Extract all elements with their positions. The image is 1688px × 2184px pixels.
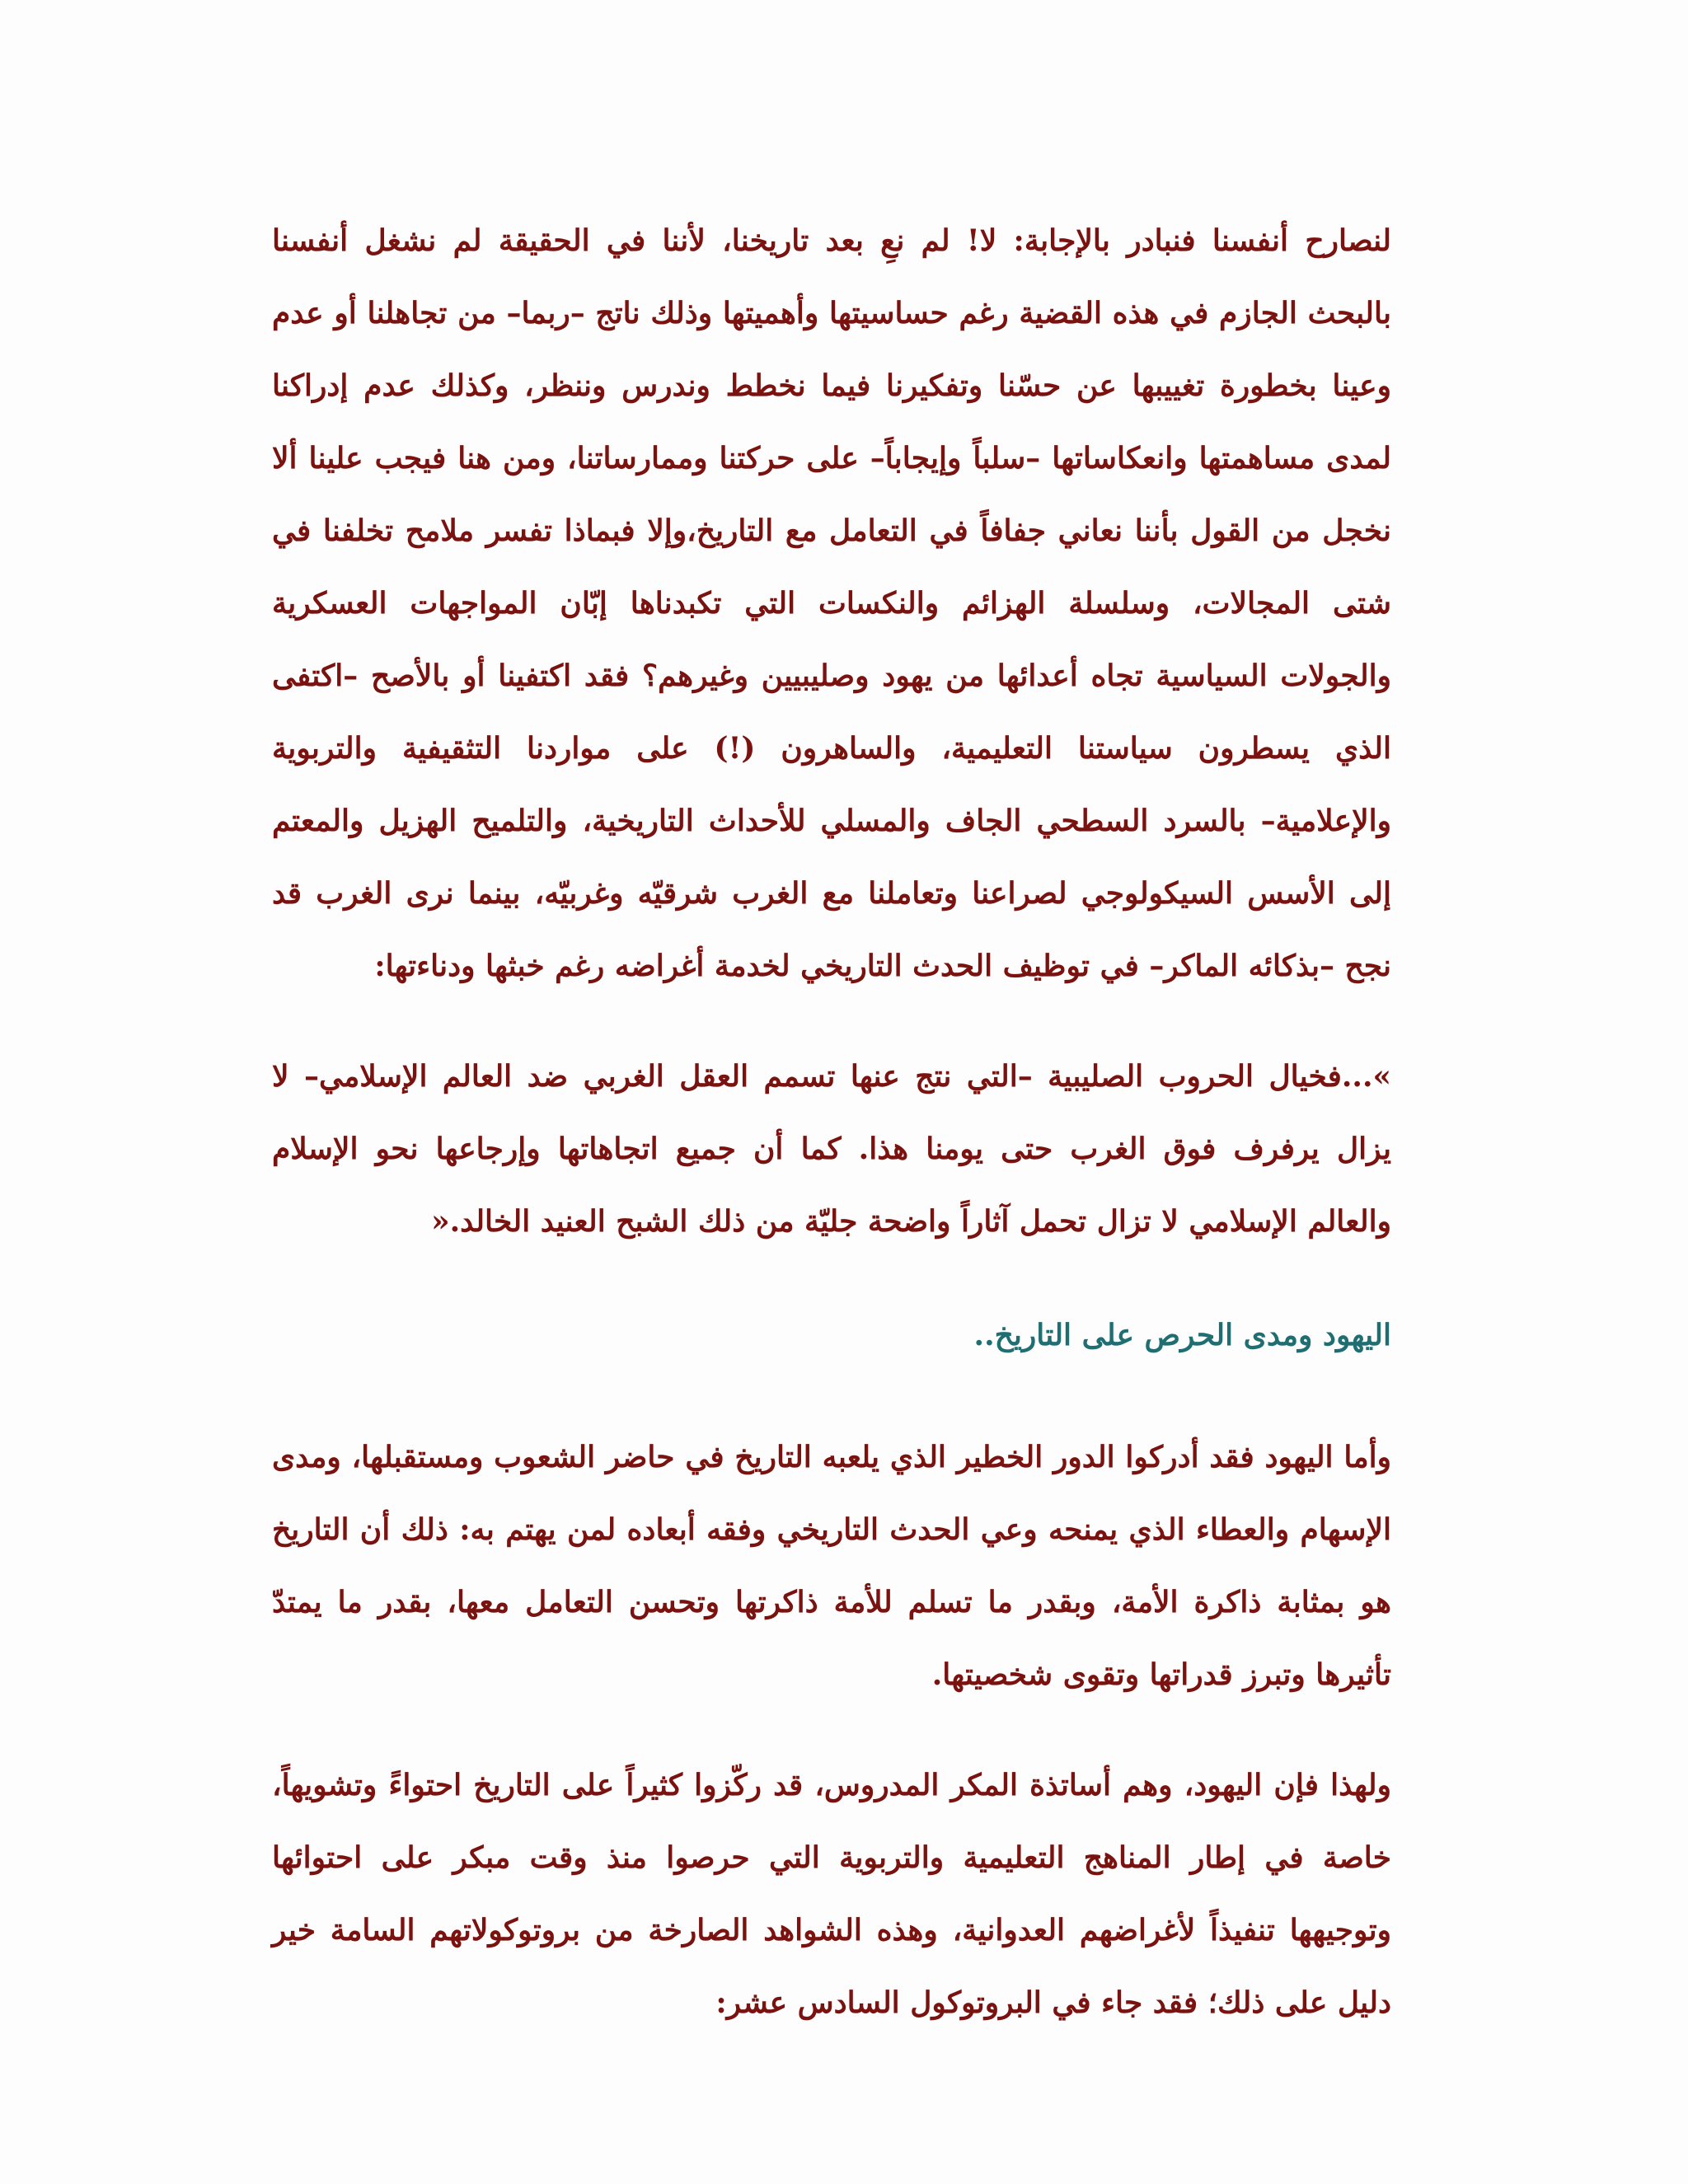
paragraph-jews-history: وأما اليهود فقد أدركوا الدور الخطير الذي يلعبه التاريخ في حاضر الشعوب ومستقبلها، ومدى الإسهام والعطاء الذي يمنحه وعي الحدث التاريخي وفقه أبعاده لمن يهتم به: ذلك أن التاريخ هو بمثابة ذاكرة الأمة، وبقدر ما تسلم للأمة ذاكرتها وتحسن التعامل معها، بقدر ما يمتدّ تأثيرها وتبرز قدراتها وتقوى شخصيتها. xyxy=(272,1440,1391,1692)
section-heading: اليهود ومدى الحرص على التاريخ.. xyxy=(973,1318,1391,1352)
quotation-paragraph: »...فخيال الحروب الصليبية –التي نتج عنها تسمم العقل الغربي ضد العالم الإسلامي– لا يزال يرفرف فوق الغرب حتى يومنا هذا. كما أن جميع اتجاهاتها وإرجاعها نحو الإسلام والعالم الإسلامي لا تزال تحمل آثاراً واضحة جليّة من ذلك الشبح العنيد الخالد.« xyxy=(272,1059,1391,1239)
paragraph-intro: لنصارح أنفسنا فنبادر بالإجابة: لا! لم نعِ بعد تاريخنا، لأننا في الحقيقة لم نشغل أنفسنا بالبحث الجازم في هذه القضية رغم حساسيتها وأهميتها وذلك ناتج –ربما– من تجاهلنا أو عدم وعينا بخطورة تغييبها عن حسّنا وتفكيرنا فيما نخطط وندرس وننظر، وكذلك عدم إدراكنا لمدى مساهمتها وانعكاساتها –سلباً وإيجاباً– على حركتنا وممارساتنا، ومن هنا فيجب علينا ألا نخجل من القول بأننا نعاني جفافاً في التعامل مع التاريخ،وإلا فبماذا تفسر ملامح تخلفنا في شتى المجالات، وسلسلة الهزائم والنكسات التي تكبدناها إبّان المواجهات العسكرية والجولات السياسية تجاه أعدائها من يهود وصليبيين وغيرهم؟ فقد اكتفينا أو بالأصح –اكتفى الذي يسطرون سياستنا التعليمية، والساهرون (!) على مواردنا التثقيفية والتربوية والإعلامية– بالسرد السطحي الجاف والمسلي للأحداث التاريخية، والتلميح الهزيل والمعتم إلى الأسس السيكولوجي لصراعنا وتعاملنا مع الغرب شرقيّه وغربيّه، بينما نرى الغرب قد نجح –بذكائه الماكر– في توظيف الحدث التاريخي لخدمة أغراضه رغم خبثها ودناءتها: xyxy=(272,223,1391,983)
paragraph-protocols: ولهذا فإن اليهود، وهم أساتذة المكر المدروس، قد ركّزوا كثيراً على التاريخ احتواءً وتشويهاً، خاصة في إطار المناهج التعليمية والتربوية التي حرصوا منذ وقت مبكر على احتوائها وتوجيهها تنفيذاً لأغراضهم العدوانية، وهذه الشواهد الصارخة من بروتوكولاتهم السامة خير دليل على ذلك؛ فقد جاء في البروتوكول السادس عشر: xyxy=(272,1768,1391,2020)
document-body xyxy=(272,204,1391,2039)
